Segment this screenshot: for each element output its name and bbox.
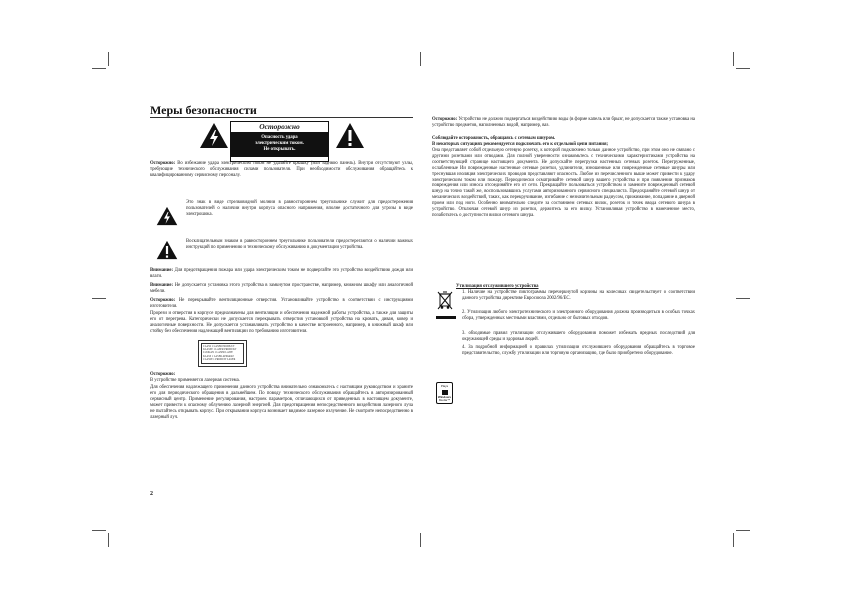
crop-mark — [733, 52, 734, 66]
text: Во избежание удара электрическим током не удаляйте крышку (или заднюю панель). Внутри отсутствуют узлы, требующие технического обслуживания силами пользователя. При необходимости обслуживания обращайтесь к квалифицированному сервисному персоналу. — [150, 161, 413, 178]
label: Осторожно: — [150, 161, 176, 166]
text: В устройстве применяется лазерная система. — [150, 377, 240, 383]
laser-label-line: LUOKAN 1 LASER LAITE — [203, 351, 233, 355]
laser-class-label — [198, 340, 247, 367]
disposal-item: 1. Наличие на устройстве пиктограммы перечеркнутой корзины на колесиках свидетельствует о соответствии данного устройства директиве Евросоюза 2002/96/ЕС. — [462, 290, 695, 301]
laser-label-line: KLASS 1 LASER APPARAT — [203, 354, 234, 358]
page-title: Меры безопасности — [150, 103, 257, 117]
lightning-note: Это знак в виде стрелковидной молнии в равностороннем треугольнике служит для предостережения пользователей о наличии внутри корпуса опасного напряжения, вполне достаточного для угрозы в виде электрошока. — [186, 200, 413, 217]
rain-warning — [150, 268, 413, 280]
text: Соблюдайте осторожность, обращаясь с сетевым шнуром. — [432, 136, 556, 141]
laser-caution — [150, 372, 413, 384]
disposal-item: 2. Утилизация любого электротехнического и электронного оборудования должна производиться в особых точках сбора, утвержденных местными властями, отдельно от бытовых отходов. — [462, 310, 695, 321]
logo-line: Plays — [440, 384, 449, 388]
crossed-bin-icon — [436, 290, 454, 314]
caution-line: электрическим током. — [255, 141, 304, 146]
exclamation-note: Восклицательным знаком в равностороннем треугольнике пользователи предостерегаются о наличии важных инструкций по применению и техническому обслуживанию в документации устройства. — [186, 239, 413, 250]
caution-paragraph — [150, 161, 413, 179]
windows-media-logo — [436, 382, 453, 404]
crop-mark — [92, 68, 106, 69]
exclamation-small-icon — [156, 240, 178, 260]
caution-line: Опасность удара — [261, 135, 298, 140]
crop-mark — [108, 52, 109, 66]
laser-label-line: CLASSE 1 PRODUIT LASER — [203, 357, 236, 361]
text: Устройство не должно подвергаться воздействию воды (в форме капель или брызг, не допускается также установка на устройство предметов, наполненных водой, например, ваз. — [432, 117, 695, 128]
laser-label-line: CLASS 1 LASER PRODUCT — [203, 345, 235, 348]
label: Осторожно: — [150, 372, 176, 377]
ventilation-caution — [150, 298, 413, 310]
label: Осторожно: — [432, 117, 458, 122]
ventilation-paragraph: Прорези и отверстия в корпусе предназначены для вентиляции и обеспечения надежной работы устройства, а также для защиты его от перегрева. Категорически не допускается перекрывать отверстия установкой устройства на кровать, диван, ковер и аналогичные поверхности. Не допускается устанавливать устройство в качестве встроенного, например, в книжный шкаф или стойку без обеспечения надлежащей вентиляции по требованию изготовителя. — [150, 311, 413, 334]
logo-line: Windows — [437, 394, 452, 399]
water-caution — [432, 117, 695, 129]
windows-flag-icon — [442, 390, 448, 395]
crop-mark — [108, 533, 109, 547]
crop-mark — [736, 68, 750, 69]
power-cord-paragraph: Она представляет собой отдельную сетевую розетку, к которой подключено только данное устройство, при этом оно не связано с другими розетками или отводами. Для полной уверенности ознакомьтесь с техническими характеристиками устройства на соответствующей странице настоящего документа. Не допускайте перегрузки настенных сетевых розеток. Перегруженные, ослабленные Ии поврежденные настенные сетевые розетки, удлинители, изношенные или поврежденные сетевые шнуры или треснувшая изоляция электрических проводов представляют опасность. Любое из перечисленного выше может привести к удару электрическим током или пожару. Периодически осматривайте сетевой шнур вашего устройства и при появлении признаков повреждения или износа отсоединяйте его от сети. Прекращайте пользоваться устройством и замените поврежденный сетевой шнур на точно такой же, воспользовавшись услугами авторизованного сервисного специалиста. Предохраняйте сетевой шнур от механических воздействий, таких, как перекручивание, изгибание с незначительным радиусом, прижимание, попадание в дверной проем или под ноги. Особенно внимательно следите за состоянием сетевых вилок, розеток и точек ввода сетевого шнура в устройство. Отключая сетевой шнур из розетки, держитесь за его вилку. Установливая устройство в намеченное место, позаботьтесь о доступности вилки сетевого шнура. — [432, 148, 695, 218]
exclamation-warning-icon — [335, 122, 365, 149]
laser-paragraph: Для обеспечения надлежащего применения данного устройства внимательно ознакомьтесь с настоящим руководством и храните его для периодического обращения в дальнейшем. По поводу технического обслуживания обращайтесь в авторизированный сервисный центр. Применение регулирования, настроек параметров, отличающихся от приведенных в настоящем документе, может привести к опасному облучению лазерной энергией. Для предотвращения непосредственного воздействия лазерного луча не пытайтесь открывать корпус. При открывании корпуса возникает видимое лазерное излучение. Не смотрите непосредственно в лазерный луч. — [150, 385, 413, 420]
caution-heading: Осторожно — [231, 122, 328, 133]
laser-label-line: KLASSE 1 LASER PRODUKT — [203, 348, 237, 352]
disposal-item: 3. обходимые правил утилизации отслужившего оборудования поможет избежать вредных последствий для окружающей среды и здоровья людей. — [462, 331, 695, 342]
crop-mark — [92, 298, 106, 299]
enclosure-warning — [150, 283, 413, 295]
label: Осторожно: — [150, 298, 176, 303]
caution-box — [230, 121, 329, 162]
caution-line: Не открывать. — [263, 147, 296, 152]
disposal-item: 4. За подробной информацией о правилах утилизации отслужившего оборудования обращайтесь в торговое представительство, службу утилизации или торговую организацию, где было приобретено оборудование. — [462, 345, 695, 356]
black-bar — [436, 316, 456, 319]
text: Не допускается установка этого устройства в замкнутом пространстве, например, книжном шкафу или аналогичной мебели. — [150, 283, 413, 294]
caution-body — [231, 133, 328, 157]
title-rule — [150, 117, 413, 118]
logo-line: Media™ — [438, 398, 451, 403]
label: Внимание: — [150, 283, 174, 288]
crop-mark — [733, 533, 734, 547]
text: Для предотвращения пожара или удара электрическим током не подвергайте это устройство воздействию дождя или влаги. — [150, 268, 413, 279]
crop-mark — [420, 52, 421, 66]
crop-mark — [92, 530, 106, 531]
lightning-warning-icon — [199, 122, 229, 149]
crop-mark — [736, 298, 750, 299]
lightning-small-icon — [156, 206, 178, 226]
text: Не перекрывайте вентиляционные отверстия. Установливайте устройство в соответствии с инструкциями изготовителя. — [150, 298, 413, 309]
crop-mark — [420, 533, 421, 547]
page-number: 2 — [150, 491, 153, 497]
crop-mark — [736, 530, 750, 531]
label: Внимание: — [150, 268, 174, 273]
text: В некоторых ситуациях рекомендуется подключать его к отдельной цепи питания; — [432, 142, 609, 147]
text: Утилизация отслужившего устройства — [456, 284, 539, 289]
